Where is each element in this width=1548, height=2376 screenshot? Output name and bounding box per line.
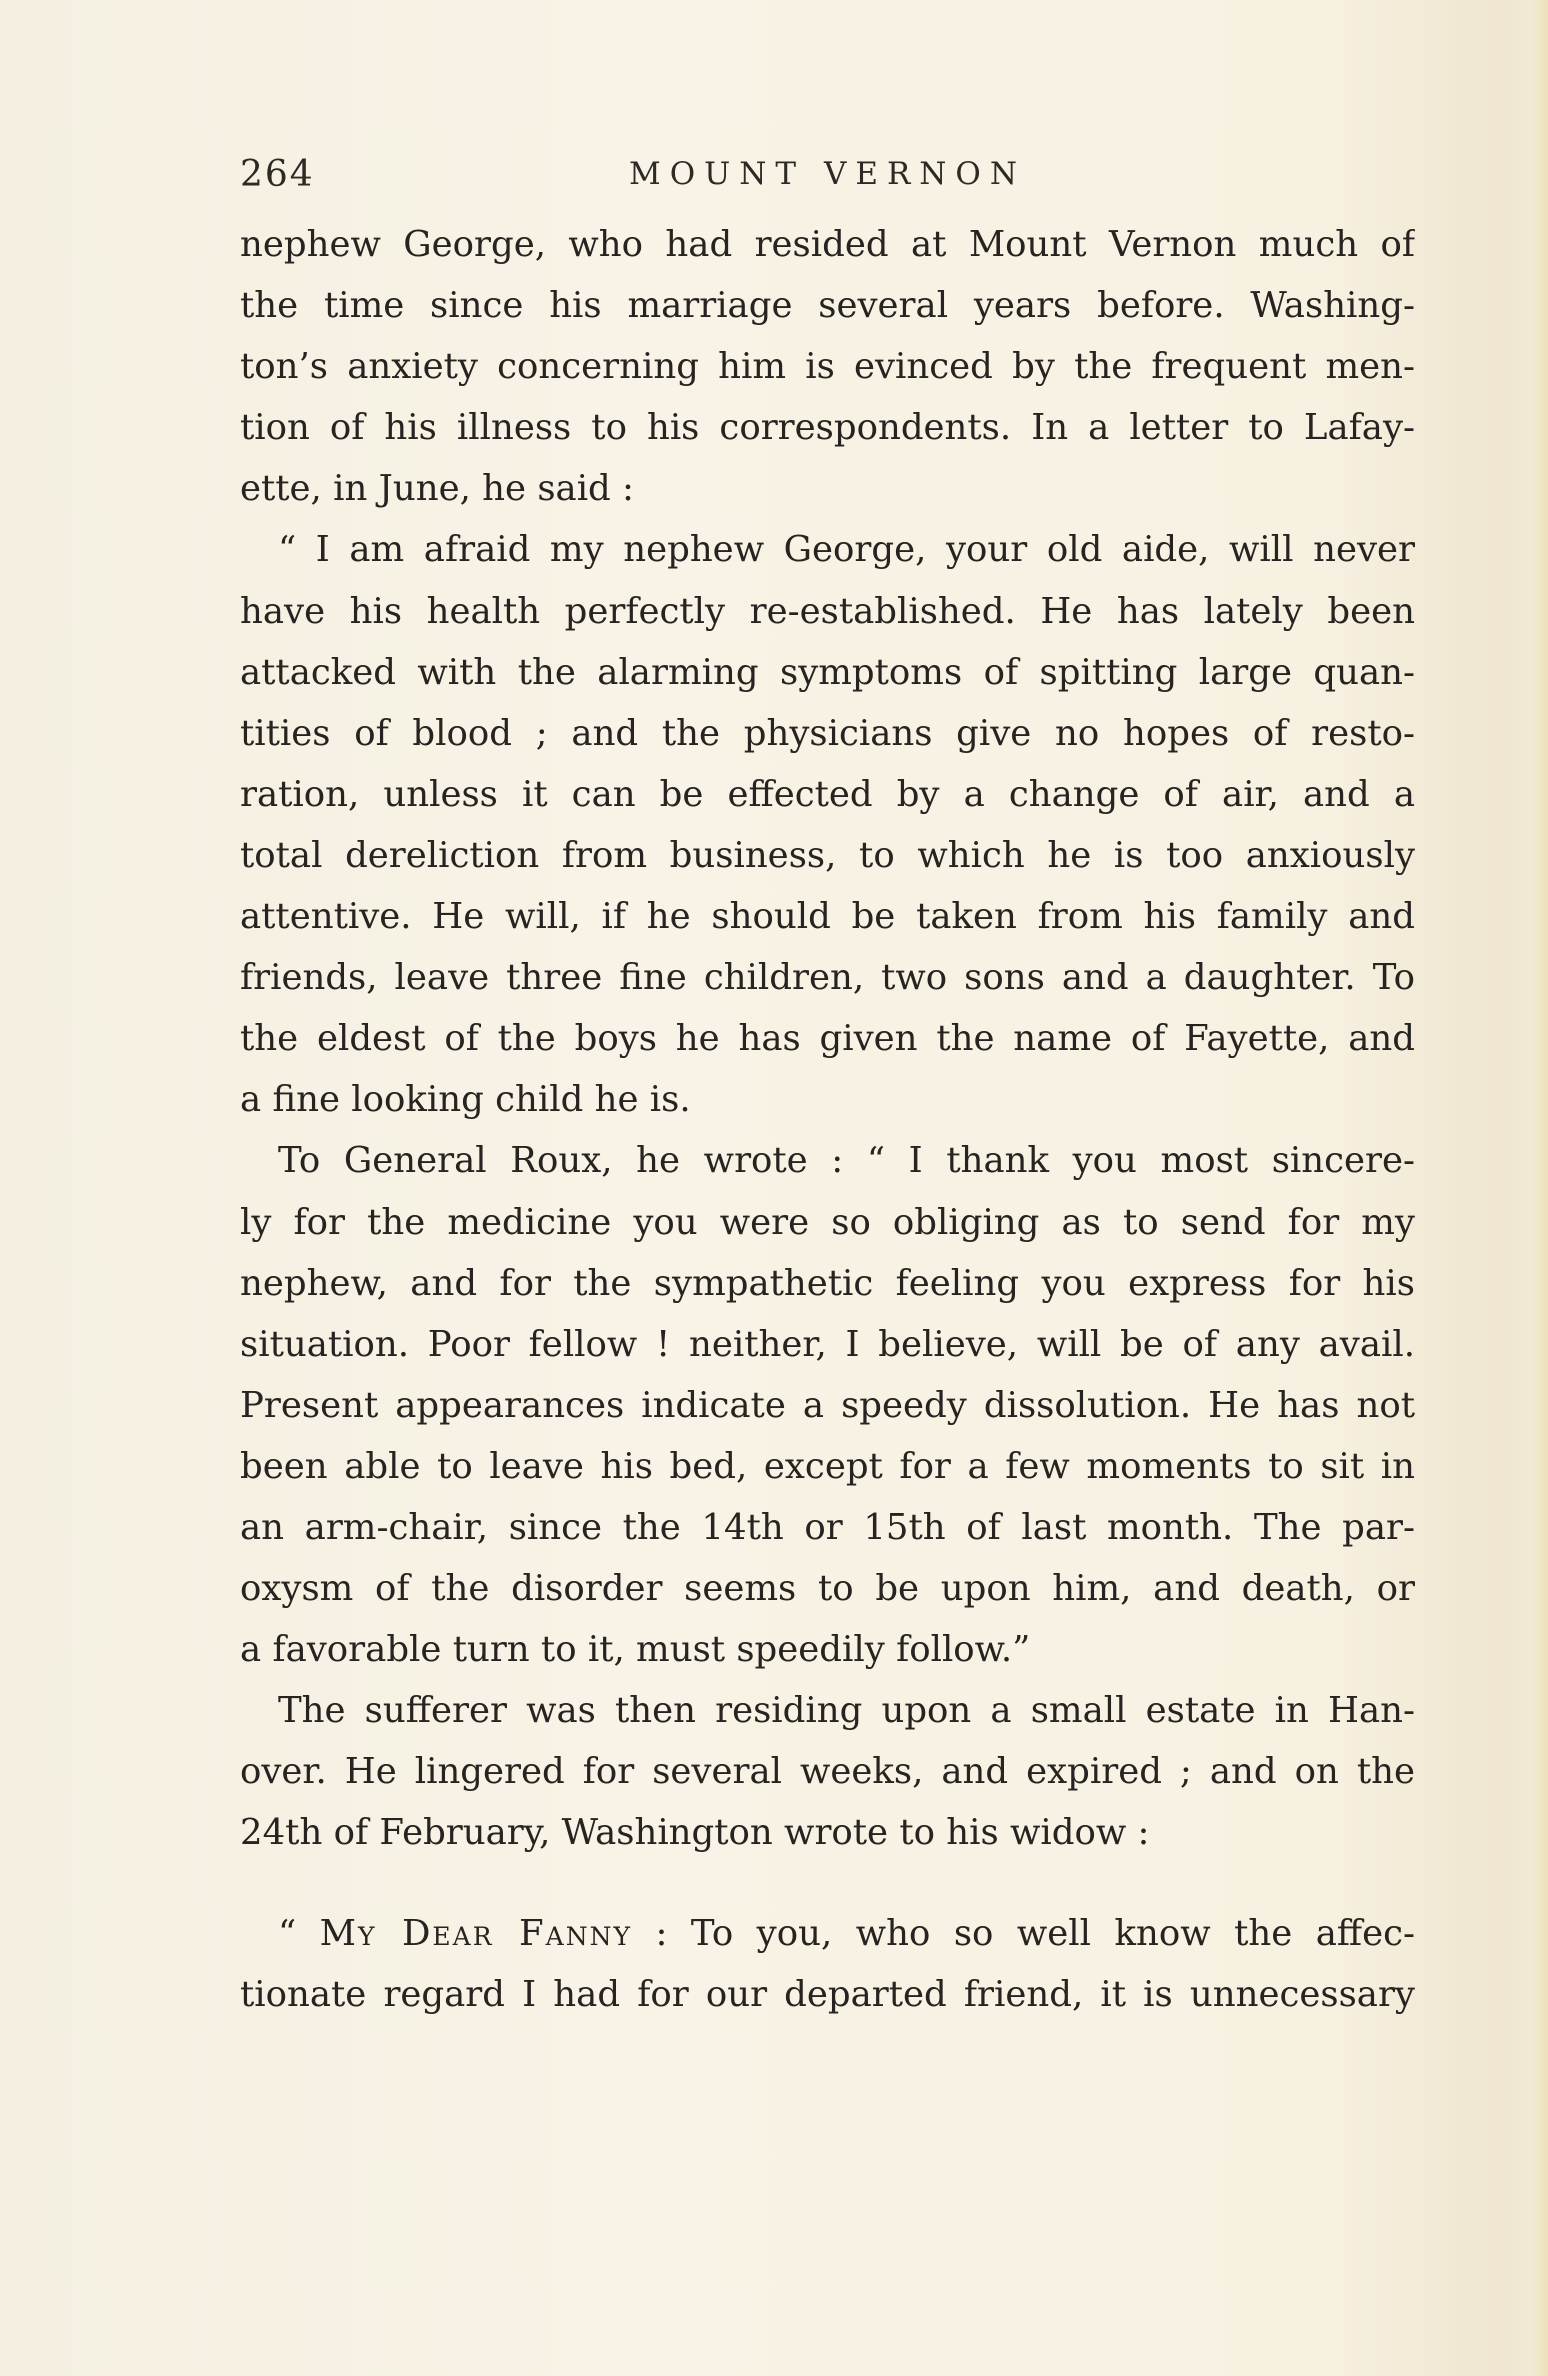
running-head: MOUNT VERNON [629,156,1026,192]
text-line: Present appearances indicate a speedy dissolution. He has not [240,1384,1415,1426]
text-line: have his health perfectly re-established. He has lately been [240,590,1415,632]
text-line: situation. Poor fellow ! neither, I believe, will be of any avail. [240,1323,1415,1365]
page-header [240,154,1415,204]
text-line: attacked with the alarming symptoms of spitting large quan- [240,651,1415,693]
text-line: ly for the medicine you were so obliging as to send for my [240,1201,1415,1243]
text-line: tionate regard I had for our departed friend, it is unnecessary [240,1973,1415,2015]
text-line: the eldest of the boys he has given the name of Fayette, and [240,1018,1415,1060]
text-line: oxysm of the disorder seems to be upon him, and death, or [240,1568,1415,1610]
text-line: tion of his illness to his correspondents. In a letter to Lafay- [240,407,1415,449]
text-line: friends, leave three fine children, two sons and a daughter. To [240,957,1415,999]
text-line: attentive. He will, if he should be taken from his family and [240,896,1415,938]
text-line: ton’s anxiety concerning him is evinced by the frequent men- [240,346,1415,388]
text-line: an arm-chair, since the 14th or 15th of last month. The par- [240,1506,1415,1548]
letter-salutation-line [240,1903,1415,1964]
text-line: The sufferer was then residing upon a small estate in Han- [278,1690,1415,1732]
text-line: tities of blood ; and the physicians give no hopes of resto- [240,712,1415,754]
text-line: ette, in June, he said : [240,468,635,510]
text-line: been able to leave his bed, except for a few moments to sit in [240,1445,1415,1487]
text-line: total dereliction from business, to which he is too anxiously [240,834,1415,876]
page-edge-shadow [1530,0,1548,2376]
letter-spacer [240,1864,1415,1903]
text-line: a fine looking child he is. [240,1079,691,1121]
text-line: the time since his marriage several years before. Washing- [240,285,1415,327]
text-line: To General Roux, he wrote : “ I thank you most sincere- [278,1140,1415,1182]
body-text [240,214,1415,2025]
text-line: ration, unless it can be effected by a change of air, and a [240,773,1415,815]
text-line: 24th of February, Washington wrote to his widow : [240,1812,1150,1854]
text-line: “ I am afraid my nephew George, your old aide, will never [278,529,1415,571]
letter-salutation: My Dear Fanny [319,1912,632,1954]
text-line: a favorable turn to it, must speedily follow.” [240,1629,1031,1671]
text-line: over. He lingered for several weeks, and expired ; and on the [240,1751,1415,1793]
text-line: nephew George, who had resided at Mount Vernon much of [240,224,1415,265]
text-line: nephew, and for the sympathetic feeling you express for his [240,1262,1415,1304]
opening-quote: “ [278,1912,320,1954]
letter-salutation-rest: : To you, who so well know the affec- [631,1912,1415,1954]
page-number: 264 [240,154,315,195]
